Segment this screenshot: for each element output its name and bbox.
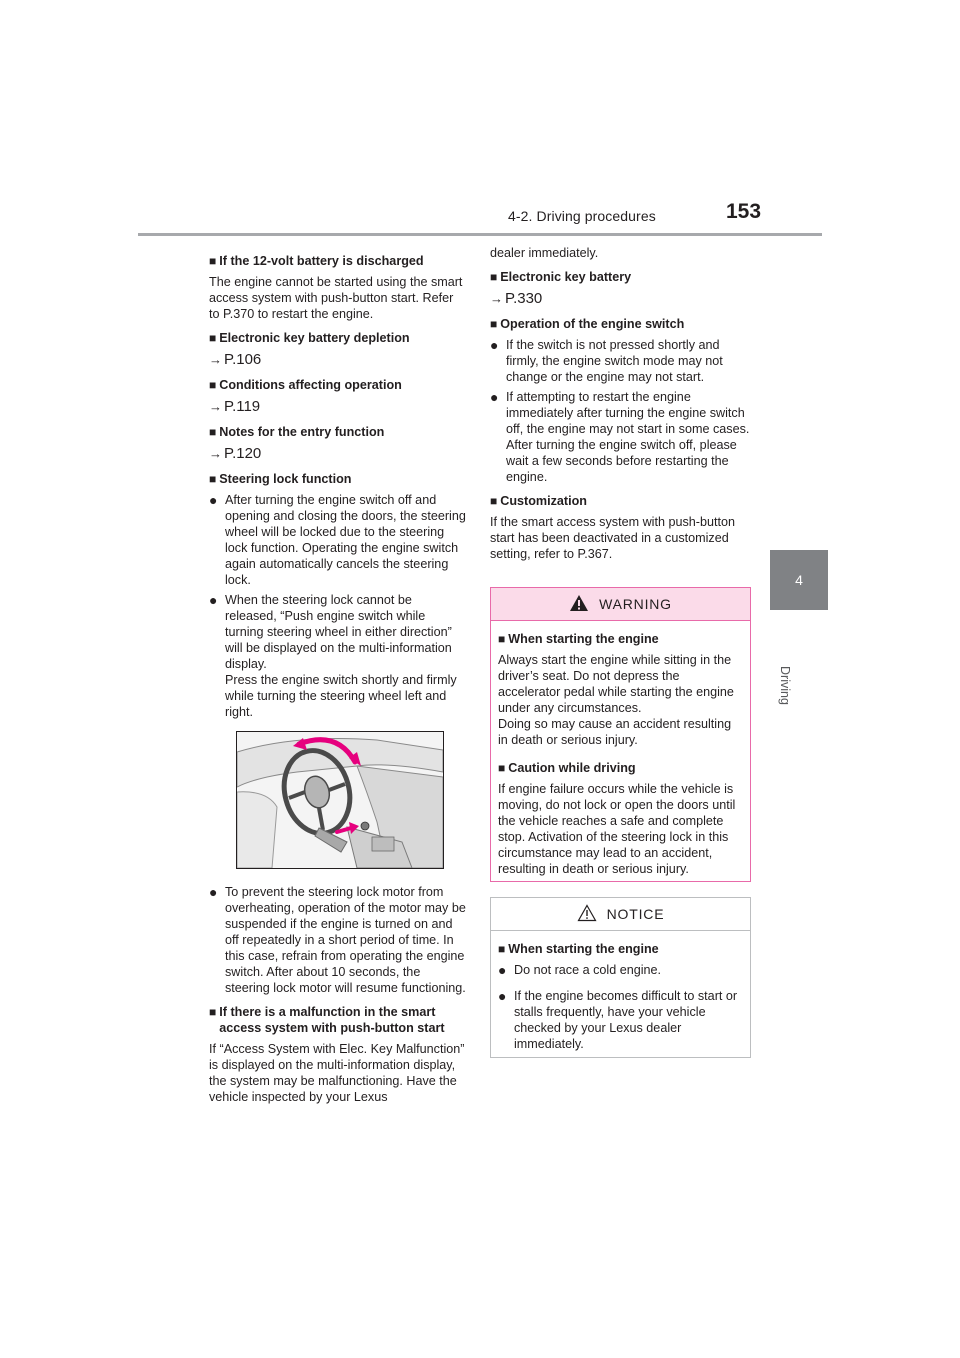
heading-warning-driving: ■ Caution while driving <box>498 761 636 775</box>
heading-conditions: ■ Conditions affecting operation <box>209 378 402 392</box>
arrow-right-icon: → <box>209 446 222 461</box>
warning-header <box>491 588 750 621</box>
paragraph: dealer immediately. <box>490 246 599 260</box>
bullet-icon: ● <box>209 592 218 608</box>
heading-marker-icon: ■ <box>498 942 506 956</box>
warning-body <box>491 621 750 877</box>
steering-wheel-illustration <box>236 731 444 869</box>
heading-key-battery-depletion: ■ Electronic key battery depletion <box>209 331 410 345</box>
bullet-icon: ● <box>490 389 499 405</box>
left-column <box>209 245 467 1109</box>
page-reference-link[interactable]: → P.330 <box>490 290 543 307</box>
heading-customization: ■ Customization <box>490 494 588 508</box>
heading-steering-lock: ■ Steering lock function <box>209 472 352 486</box>
bullet-icon: ● <box>498 962 507 978</box>
notice-box <box>490 897 751 1058</box>
page-reference-link[interactable]: → P.120 <box>209 445 262 462</box>
heading-marker-icon: ■ <box>209 472 217 486</box>
notice-body <box>491 931 750 1052</box>
paragraph: Always start the engine while sitting in the driver’s seat. Do not depress the accelerator pedal while starting the engine under any circumstances. Doing so may cause an accident resulting in death or serious injury. <box>498 653 734 747</box>
heading-marker-icon: ■ <box>209 1005 217 1019</box>
heading-marker-icon: ■ <box>498 632 506 646</box>
paragraph: If engine failure occurs while the vehicle is moving, do not lock or open the doors until the vehicle reaches a safe and complete stop. Activation of the steering lock in this circumstance may lead to an accident, resulting in death or serious injury. <box>498 782 736 876</box>
paragraph: The engine cannot be started using the smart access system with push-button start. Refer to P.370 to restart the engine. <box>209 275 463 321</box>
heading-marker-icon: ■ <box>490 317 498 331</box>
heading-marker-icon: ■ <box>209 378 217 392</box>
steering-wheel-drawing <box>237 732 443 868</box>
engine-switch <box>361 822 369 830</box>
bullet-icon: ● <box>498 988 507 1004</box>
heading-engine-switch-operation: ■ Operation of the engine switch <box>490 317 685 331</box>
heading-electronic-key-battery: ■ Electronic key battery <box>490 270 632 284</box>
heading-malfunction: ■ If there is a malfunction in the smart access system with push-button start <box>209 1005 445 1035</box>
heading-marker-icon: ■ <box>490 270 498 284</box>
heading-marker-icon: ■ <box>209 331 217 345</box>
section-title: 4-2. Driving procedures <box>508 208 656 224</box>
bullet-item: ● When the steering lock cannot be released, “Push engine switch while turning steering wheel in either direction” will be displayed on the multi-information display. Press the engine switch shortly and firmly while turning the steering wheel left and right. <box>209 592 457 719</box>
heading-marker-icon: ■ <box>209 254 217 268</box>
bullet-item: ● After turning the engine switch off and opening and closing the doors, the steering wheel will be locked due to the steering lock function. Operating the engine switch again automatically cancels the steering lock. <box>209 492 466 587</box>
chapter-tab-number[interactable]: 4 <box>770 550 828 610</box>
right-column <box>490 245 750 566</box>
bullet-icon: ● <box>209 884 218 900</box>
bullet-icon: ● <box>209 492 218 508</box>
page-reference-link[interactable]: → P.106 <box>209 351 262 368</box>
bullet-item: ● If the engine becomes difficult to start or stalls frequently, have your vehicle checked by your Lexus dealer immediately. <box>498 988 738 1051</box>
bullet-item: ● If the switch is not pressed shortly and firmly, the engine switch mode may not change or the engine may not start. <box>490 337 723 384</box>
heading-marker-icon: ■ <box>490 494 498 508</box>
notice-triangle-icon <box>577 904 597 925</box>
notice-title: NOTICE <box>606 906 665 922</box>
heading-entry-function: ■ Notes for the entry function <box>209 425 385 439</box>
heading-notice-starting: ■ When starting the engine <box>498 942 659 956</box>
paragraph: If the smart access system with push-button start has been deactivated in a customized setting, refer to P.367. <box>490 515 735 561</box>
warning-triangle-icon <box>569 594 589 615</box>
heading-warning-starting: ■ When starting the engine <box>498 632 659 646</box>
warning-title: WARNING <box>599 596 672 612</box>
bullet-item: ● To prevent the steering lock motor from overheating, operation of the motor may be suspended if the engine is turned on and off repeatedly in a short period of time. In this case, refrain from operating the engine switch. After about 10 seconds, the steering lock motor will resume functioning. <box>209 884 466 995</box>
chapter-tab-text: Driving <box>778 666 792 705</box>
notice-header <box>491 898 750 931</box>
arrow-right-icon: → <box>490 291 503 306</box>
arrow-right-icon: → <box>209 399 222 414</box>
heading-marker-icon: ■ <box>209 425 217 439</box>
paragraph: If “Access System with Elec. Key Malfunction” is displayed on the multi-information display, the system may be malfunctioning. Have the vehicle inspected by your Lexus <box>209 1042 465 1104</box>
page-number: 153 <box>726 200 762 223</box>
chapter-tab-label <box>770 620 828 705</box>
bullet-item: ● Do not race a cold engine. <box>498 962 662 978</box>
bullet-item: ● If attempting to restart the engine immediately after turning the engine switch off, the engine may not start in some cases. After turning the engine switch off, please wait a few seconds before restarting the engine. <box>490 389 750 484</box>
page-reference-link[interactable]: → P.119 <box>209 398 261 415</box>
heading-marker-icon: ■ <box>498 761 506 775</box>
header-rule <box>138 233 822 236</box>
heading-battery-discharged: ■ If the 12-volt battery is discharged <box>209 254 424 268</box>
warning-box <box>490 587 751 882</box>
bullet-icon: ● <box>490 337 499 353</box>
arrow-right-icon: → <box>209 352 222 367</box>
